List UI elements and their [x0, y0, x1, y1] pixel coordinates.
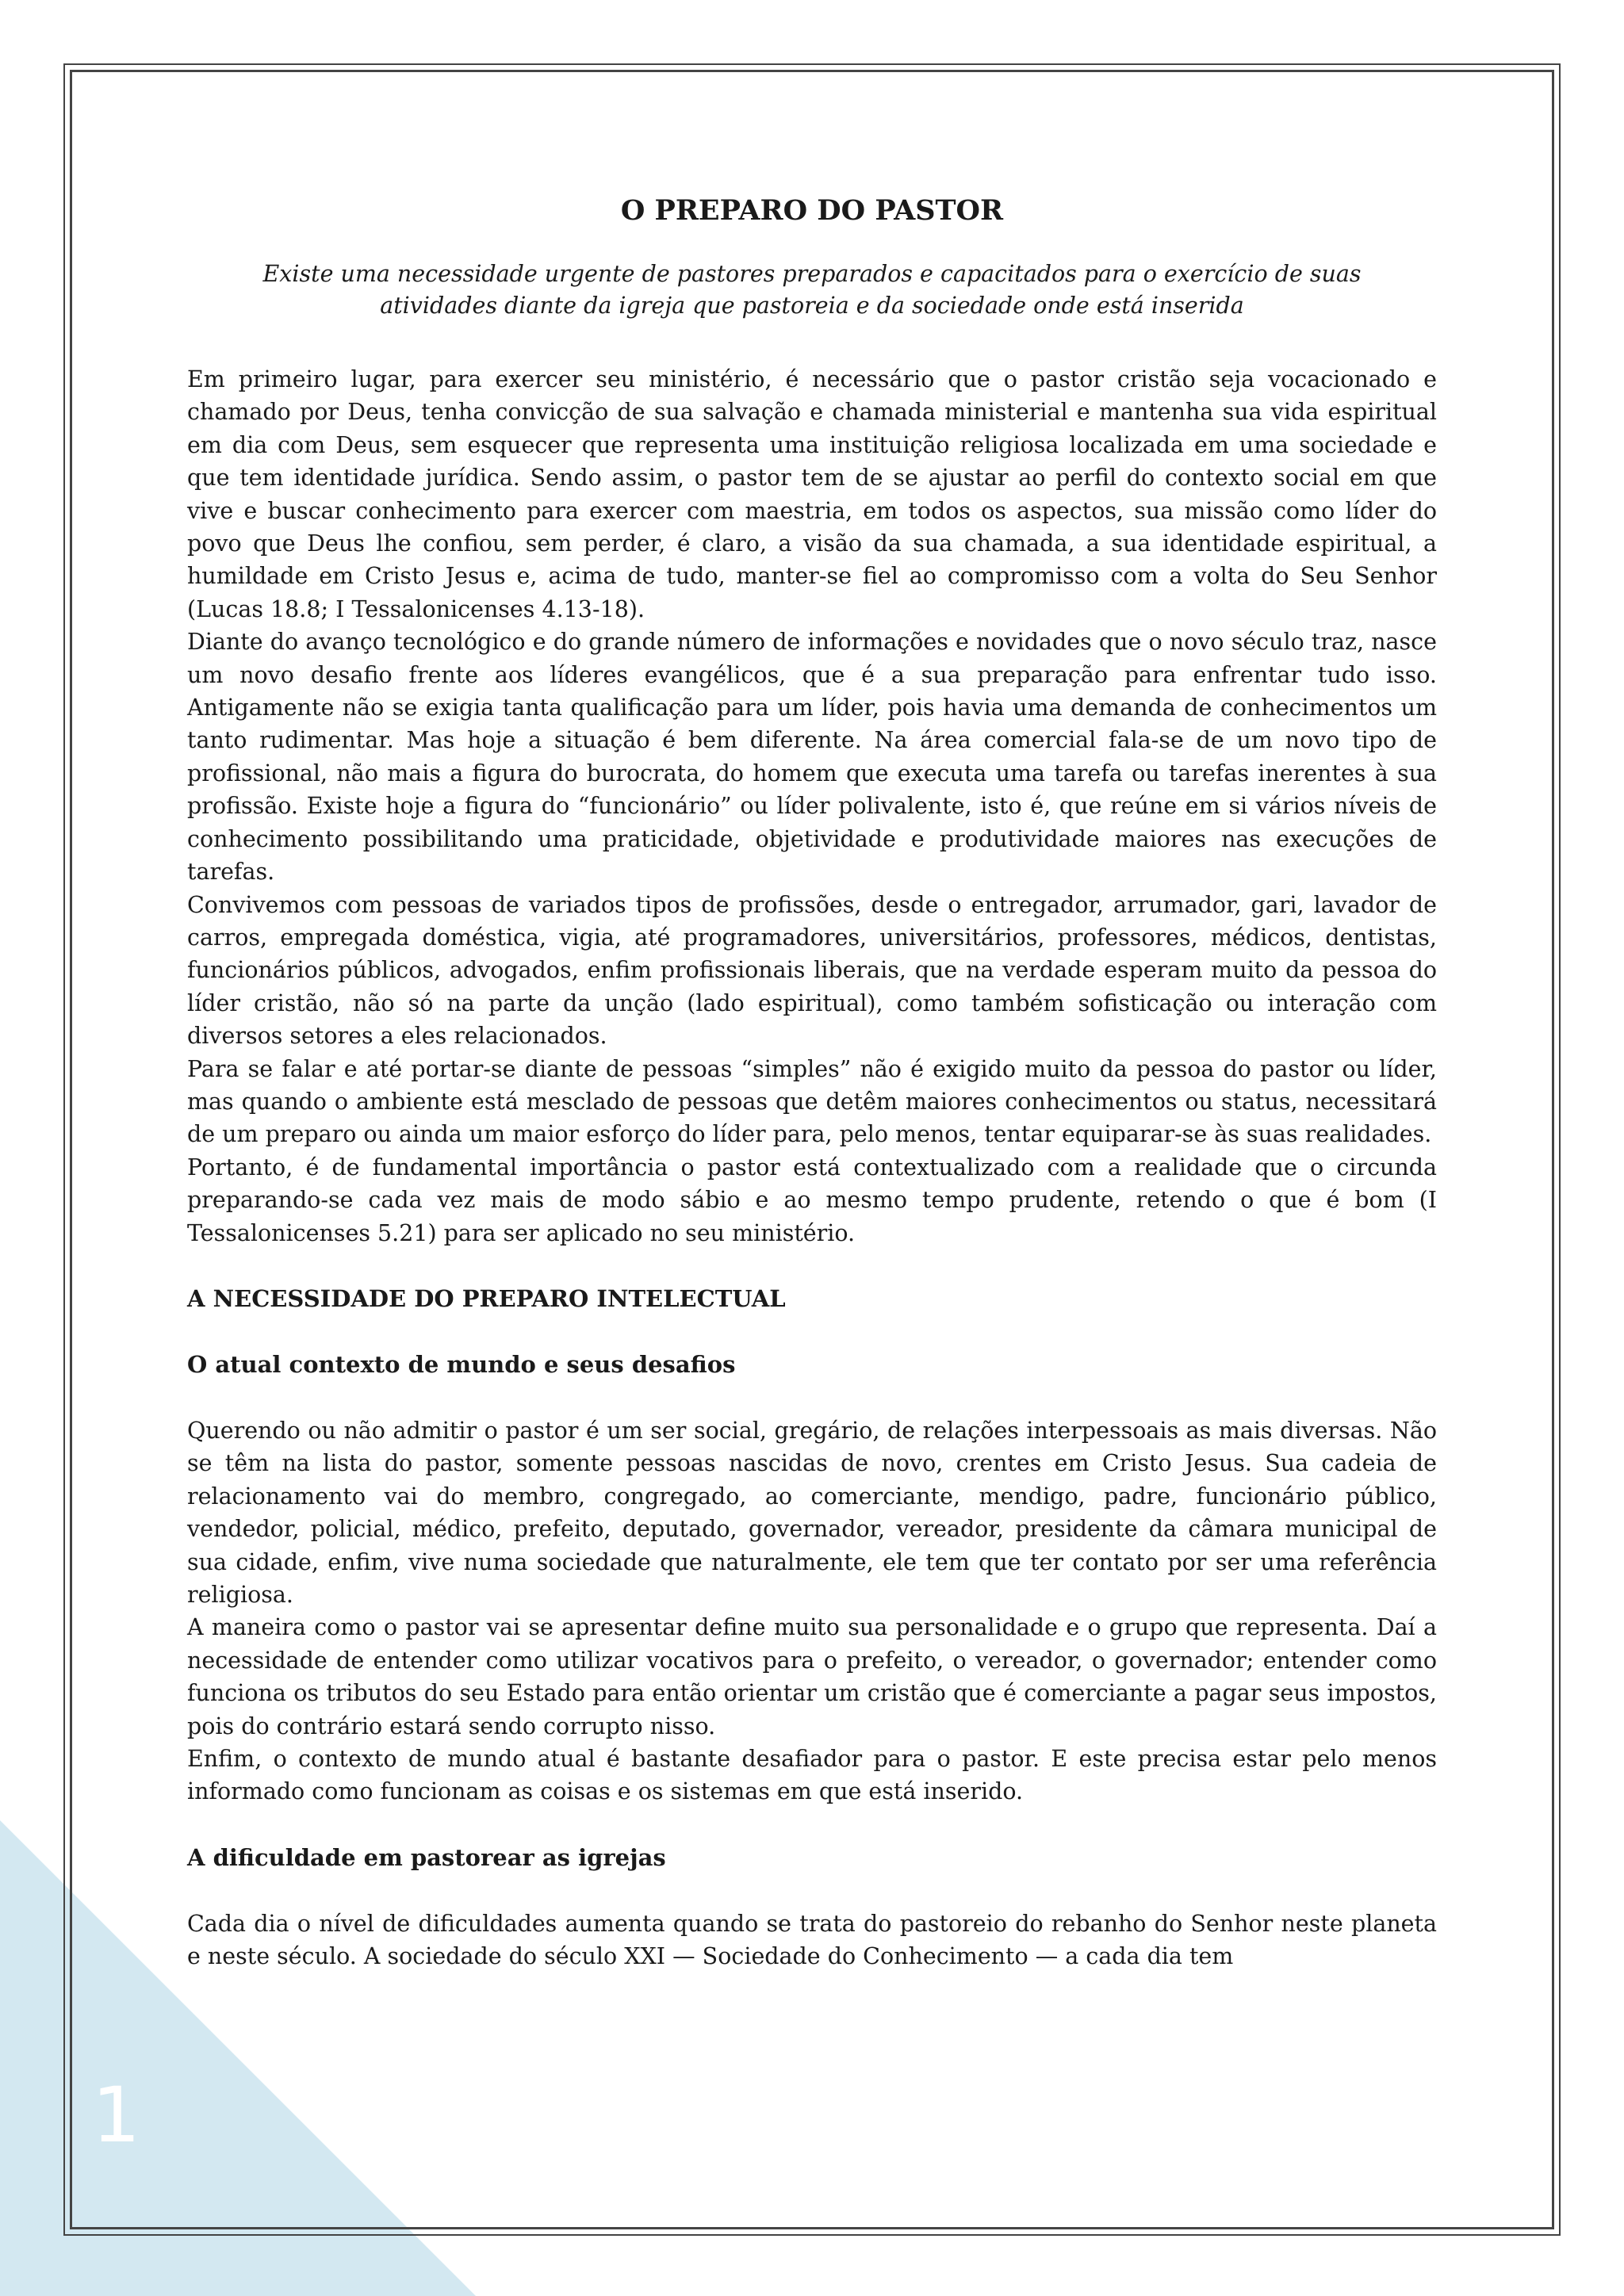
spacer [187, 1249, 1437, 1283]
paragraph: Em primeiro lugar, para exercer seu ministério, é necessário que o pastor cristão seja vocacionado e chamado por Deus, tenha convicção de sua salvação e chamada ministerial e mantenha sua vida espiritual em dia com Deus, sem esquecer que representa uma instituição religiosa localizada em uma sociedade e que tem identidade jurídica. Sendo assim, o pastor tem de se ajustar ao perfil do contexto social em que vive e buscar conhecimento para exercer com maestria, em todos os aspectos, sua missão como líder do povo que Deus lhe confiou, sem perder, é claro, a visão da sua chamada, a sua identidade espiritual, a humildade em Cristo Jesus e, acima de tudo, manter-se fiel ao compromisso com a volta do Seu Senhor (Lucas 18.8; I Tessalonicenses 4.13-18). [187, 366, 1437, 622]
paragraph: Para se falar e até portar-se diante de pessoas “simples” não é exigido muito da pessoa do pastor ou líder, mas quando o ambiente está mesclado de pessoas que detêm maiores conhecimentos ou status, necessitará de um preparo ou ainda um maior esforço do líder para, pelo menos, tentar equiparar-se às suas realidades. [187, 1055, 1437, 1148]
spacer [187, 1381, 1437, 1414]
page-number: 1 [92, 2071, 141, 2160]
paragraph: A maneira como o pastor vai se apresentar define muito sua personalidade e o grupo que representa. Daí a necessidade de entender como utilizar vocativos para o prefeito, o vereador, o governador; entender como funciona os tributos do seu Estado para então orientar um cristão que é comerciante a pagar seus impostos, pois do contrário estará sendo corrupto nisso. [187, 1614, 1437, 1739]
document-subtitle: Existe uma necessidade urgente de pastores preparados e capacitados para o exercício de suas atividades diante da igreja que pastoreia e da sociedade onde está inserida [262, 261, 1362, 319]
paragraph: Enfim, o contexto de mundo atual é bastante desafiador para o pastor. E este precisa estar pelo menos informado como funcionam as coisas e os sistemas em que está inserido. [187, 1746, 1437, 1805]
subsection-heading: O atual contexto de mundo e seus desafios [187, 1350, 736, 1378]
paragraph: Portanto, é de fundamental importância o pastor está contextualizado com a realidade que o circunda preparando-se cada vez mais de modo sábio e ao mesmo tempo prudente, retendo o que é bom (I Tessalonicenses 5.21) para ser aplicado no seu ministério. [187, 1154, 1437, 1246]
subsection-heading: A dificuldade em pastorear as igrejas [187, 1843, 666, 1871]
spacer [187, 1874, 1437, 1908]
document-title: O PREPARO DO PASTOR [620, 194, 1004, 227]
paragraph: Querendo ou não admitir o pastor é um ser social, gregário, de relações interpessoais as mais diversas. Não se têm na lista do pastor, somente pessoas nascidas de novo, crentes em Cristo Jesus. Sua cadeia de relacionamento vai do membro, congregado, ao comerciante, mendigo, padre, funcionário público, vendedor, policial, médico, prefeito, deputado, governador, vereador, presidente da câmara municipal de sua cidade, enfim, vive numa sociedade que naturalmente, ele tem que ter contato por ser uma referência religiosa. [187, 1417, 1437, 1608]
spacer [187, 1315, 1437, 1349]
document-body [187, 194, 1437, 1973]
paragraph: Diante do avanço tecnológico e do grande número de informações e novidades que o novo século traz, nasce um novo desafio frente aos líderes evangélicos, que é a sua preparação para enfrentar tudo isso. Antigamente não se exigia tanta qualificação para um líder, pois havia uma demanda de conhecimentos um tanto rudimentar. Mas hoje a situação é bem diferente. Na área comercial fala-se de um novo tipo de profissional, não mais a figura do burocrata, do homem que executa uma tarefa ou tarefas inerentes à sua profissão. Existe hoje a figura do “funcionário” ou líder polivalente, isto é, que reúne em si vários níveis de conhecimento possibilitando uma praticidade, objetividade e produtividade maiores nas execuções de tarefas. [187, 629, 1437, 886]
paragraph: Convivemos com pessoas de variados tipos de profissões, desde o entregador, arrumador, gari, lavador de carros, empregada doméstica, vigia, até programadores, universitários, professores, médicos, dentistas, funcionários públicos, advogados, enfim profissionais liberais, que na verdade esperam muito da pessoa do líder cristão, não só na parte da unção (lado espiritual), como também sofisticação ou interação com diversos setores a eles relacionados. [187, 891, 1437, 1050]
spacer [187, 1808, 1437, 1842]
paragraph: Cada dia o nível de dificuldades aumenta quando se trata do pastoreio do rebanho do Senhor neste planeta e neste século. A sociedade do século XXI — Sociedade do Conhecimento — a cada dia tem [187, 1910, 1437, 1970]
section-heading: A NECESSIDADE DO PREPARO INTELECTUAL [187, 1284, 786, 1312]
